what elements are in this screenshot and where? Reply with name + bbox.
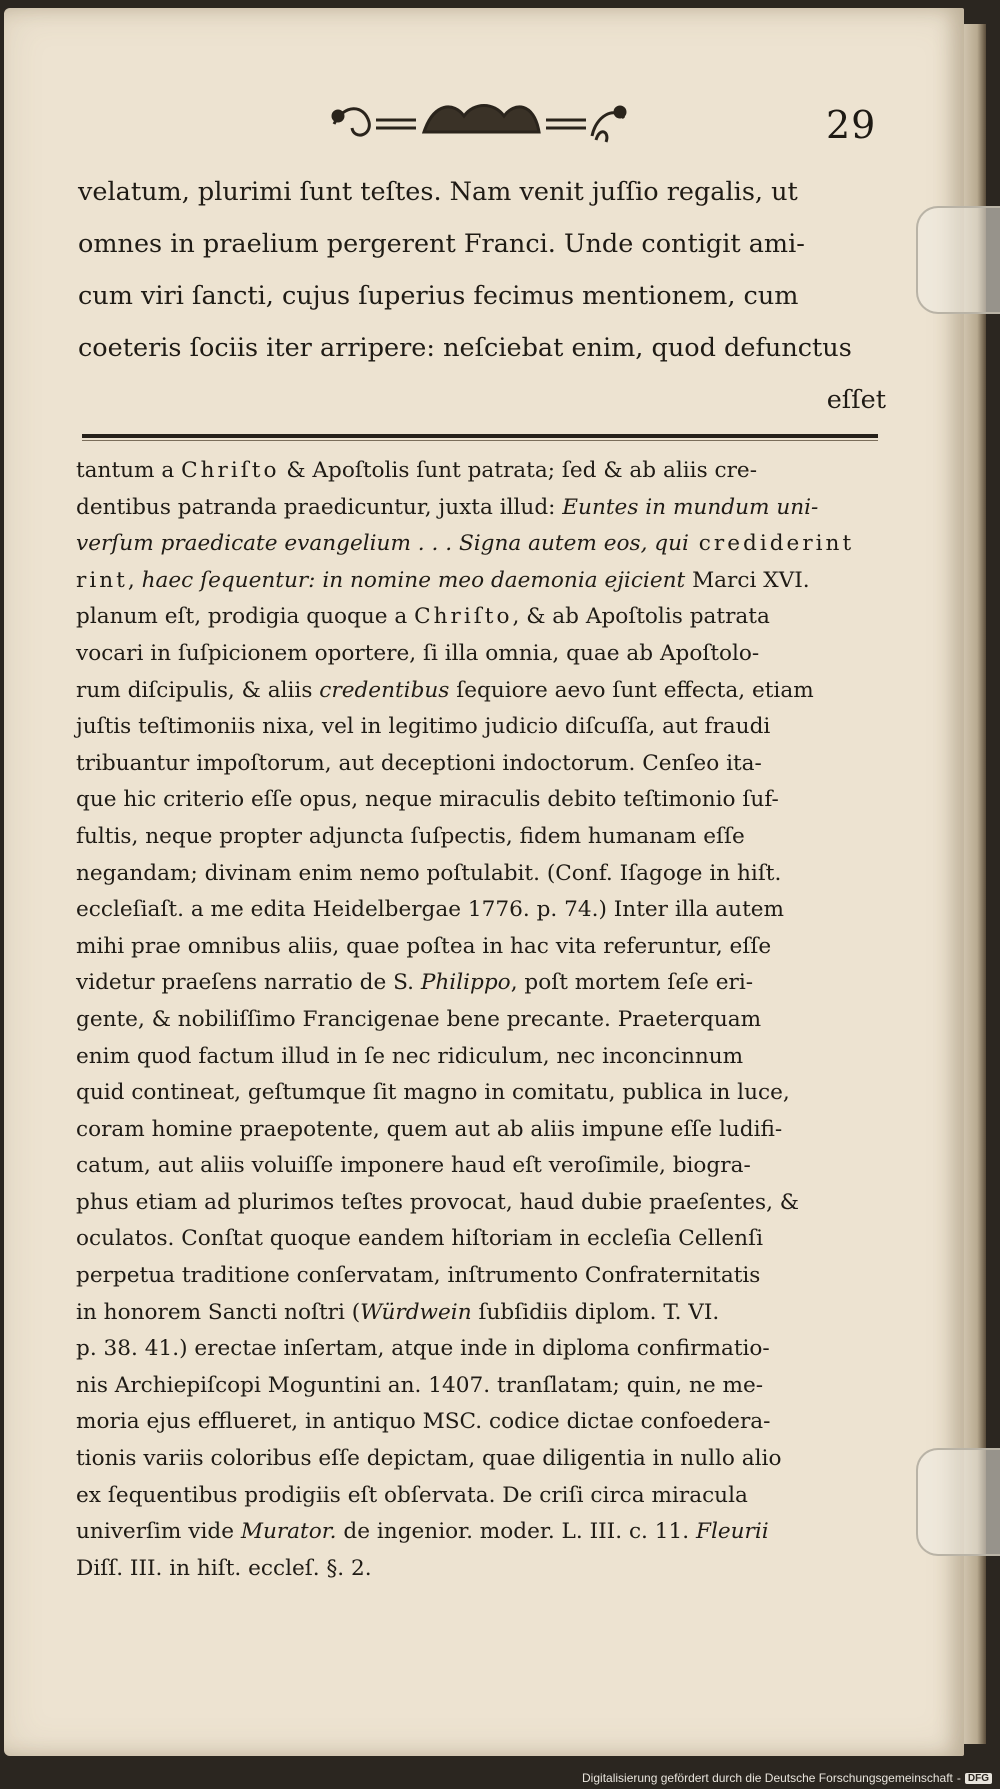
- footnote-line: [76, 1039, 886, 1076]
- footnote-line: [76, 1002, 886, 1039]
- footnote-segment: Murator.: [240, 1519, 337, 1545]
- footnote-segment: phus etiam ad plurimos teſtes provocat, haud dubie praeſentes, &: [76, 1189, 800, 1215]
- footnote-line: [76, 1478, 886, 1515]
- footnote-segment: ſequiore aevo ſunt effecta, etiam: [449, 677, 814, 703]
- footnote-segment: & Apoſtolis ſunt patrata; ſed & ab aliis cre-: [279, 458, 758, 483]
- footnote-segment: planum eſt, prodigia quoque a: [76, 604, 415, 630]
- footnote-line: [76, 599, 886, 636]
- footnote-segment: juſtis teſtimoniis nixa, vel in legitimo judicio diſcuſſa, aut fraudi: [76, 714, 771, 740]
- footnote-segment: rum diſcipulis, & aliis: [76, 677, 320, 703]
- footnote-segment: , poſt mortem ſeſe eri-: [510, 970, 754, 996]
- footnote-segment: Diſſ. III. in hiſt. eccleſ. §. 2.: [76, 1555, 372, 1581]
- footnote-segment: univerſim vide: [76, 1519, 241, 1545]
- footnote-segment: eccleſiaſt. a me edita Heidelbergae 1776. p. 74.) Inter illa autem: [76, 897, 785, 923]
- footnote-segment: ,: [127, 567, 142, 593]
- footnote-line: [76, 709, 886, 746]
- footnote-segment: in honorem Sancti noſtri (: [76, 1299, 361, 1325]
- footnote-line: [76, 526, 886, 563]
- footnote-segment: Würdwein: [360, 1299, 472, 1325]
- footnote-line: [76, 453, 886, 490]
- dfg-logo: DFG: [965, 1773, 992, 1784]
- footnote-segment: Marci XVI.: [685, 567, 810, 593]
- footnote-segment: verſum praedicate evangelium . . . Signa autem eos, qui: [76, 531, 689, 557]
- footnote-segment: ex ſequentibus prodigiis eſt obſervata. De criſi circa miracula: [76, 1482, 748, 1508]
- text-line: omnes in praelium pergerent Franci. Unde contigit ami-: [78, 229, 805, 259]
- digitization-credit: Digitalisierung gefördert durch die Deutsche Forschungsgemeinschaft - DFG: [582, 1771, 992, 1785]
- footnote-segment: mihi prae omnibus aliis, quae poſtea in hac vita referuntur, eſſe: [76, 933, 772, 959]
- footnote-segment: tionis variis coloribus eſſe depictam, quae diligentia in nullo alio: [76, 1446, 782, 1472]
- footnote-segment: vocari in ſuſpicionem oportere, ſi illa omnia, quae ab Apoſtolo-: [76, 640, 760, 666]
- footnote-line: [76, 1148, 886, 1185]
- footnote-line: [76, 673, 886, 710]
- footnote-segment: , & ab Apoſtolis patrata: [512, 604, 770, 630]
- footnote-segment: Chriſto: [414, 604, 513, 630]
- footnote-line: [76, 965, 886, 1002]
- footnote-segment: tribuantur impoſtorum, aut deceptioni indoctorum. Cenſeo ita-: [76, 750, 762, 776]
- footnote-segment: quid contineat, geſtumque ſit magno in comitatu, publica in luce,: [76, 1080, 790, 1106]
- footnote-separator-rule: [82, 434, 878, 438]
- footnote-line: [76, 1441, 886, 1478]
- footnote-segment: oculatos. Conſtat quoque eandem hiſtoriam in eccleſia Cellenſi: [76, 1226, 763, 1252]
- footnote-line: [76, 1295, 886, 1332]
- footnote-line: [76, 1551, 886, 1588]
- credit-text: Digitalisierung gefördert durch die Deutsche Forschungsgemeinschaft: [582, 1771, 953, 1785]
- footnote-segment: catum, aut aliis voluiſſe imponere haud eſt veroſimile, biogra-: [76, 1153, 751, 1179]
- footnote-segment: fultis, neque propter adjuncta ſuſpectis, fidem humanam eſſe: [76, 823, 745, 849]
- footnote-segment: que hic criterio eſſe opus, neque miraculis debito teſtimonio ſuf-: [76, 787, 779, 813]
- footnote-segment: Chriſto: [181, 458, 280, 483]
- footnote-segment: ſubſidiis diplom. T. VI.: [471, 1299, 720, 1325]
- book-page: [4, 8, 964, 1756]
- footnote-line: [76, 892, 886, 929]
- footnote-segment: crediderint: [688, 531, 855, 557]
- footnote-segment: dentibus patranda praedicuntur, juxta illud:: [76, 494, 563, 520]
- footnote-segment: Fleurii: [695, 1519, 769, 1545]
- footnote-segment: videtur praeſens narratio de S.: [76, 970, 421, 996]
- footnote-segment: Euntes in mundum uni-: [562, 494, 819, 520]
- footnote-segment: p. 38. 41.) erectae inſertam, atque inde in diploma confirmatio-: [76, 1336, 770, 1362]
- footnote-line: [76, 1514, 886, 1551]
- main-text-block: [78, 166, 886, 426]
- footnote-line: [76, 819, 886, 856]
- footnote-line: [76, 1331, 886, 1368]
- footnote-segment: gente, & nobiliſſimo Francigenae bene precante. Praeterquam: [76, 1006, 762, 1032]
- footnote-line: [76, 782, 886, 819]
- footnote-segment: haec ſequentur: in nomine meo daemonia ejicient: [141, 567, 686, 593]
- footnote-line: [76, 1112, 886, 1149]
- footnote-segment: coram homine praepotente, quem aut ab aliis impune eſſe ludifi-: [76, 1116, 783, 1142]
- footnote-block: [76, 453, 886, 1587]
- footnote-segment: perpetua traditione conſervatam, inſtrumento Confraternitatis: [76, 1263, 761, 1289]
- footnote-segment: Philippo: [420, 970, 511, 996]
- footnote-segment: rint: [76, 567, 128, 593]
- page-clip-top: [916, 206, 1000, 314]
- footnote-line: [76, 1221, 886, 1258]
- footnote-line: [76, 1368, 886, 1405]
- footnote-line: [76, 1185, 886, 1222]
- text-line: coeteris ſociis iter arripere: neſciebat enim, quod defunctus: [78, 333, 852, 363]
- footnote-segment: nis Archiepiſcopi Moguntini an. 1407. tranſlatam; quin, ne me-: [76, 1372, 764, 1398]
- footnote-segment: de ingenior. moder. L. III. c. 11.: [336, 1519, 696, 1545]
- footnote-line: [76, 636, 886, 673]
- footnote-segment: tantum a: [76, 458, 182, 483]
- page-number: 29: [826, 103, 877, 147]
- catchword: eſſet: [826, 385, 886, 415]
- footnote-line: [76, 1075, 886, 1112]
- footnote-line: [76, 1404, 886, 1441]
- text-line: cum viri ſancti, cujus ſuperius fecimus mentionem, cum: [78, 281, 799, 311]
- footnote-segment: negandam; divinam enim nemo poſtulabit. (Conf. Iſagoge in hiſt.: [76, 860, 782, 886]
- text-line: velatum, plurimi ſunt teſtes. Nam venit juſſio regalis, ut: [78, 177, 798, 207]
- footnote-line: [76, 746, 886, 783]
- footnote-line: [76, 856, 886, 893]
- footnote-line: [76, 1258, 886, 1295]
- page-clip-bottom: [916, 1448, 1000, 1556]
- footnote-segment: credentibus: [319, 677, 450, 703]
- footnote-segment: enim quod factum illud in ſe nec ridiculum, nec inconcinnum: [76, 1043, 744, 1069]
- floral-ornament-icon: [324, 96, 634, 152]
- footnote-segment: moria ejus efflueret, in antiquo MSC. codice dictae confoedera-: [76, 1409, 771, 1435]
- footnote-line: [76, 563, 886, 600]
- footnote-line: [76, 929, 886, 966]
- footnote-line: [76, 490, 886, 527]
